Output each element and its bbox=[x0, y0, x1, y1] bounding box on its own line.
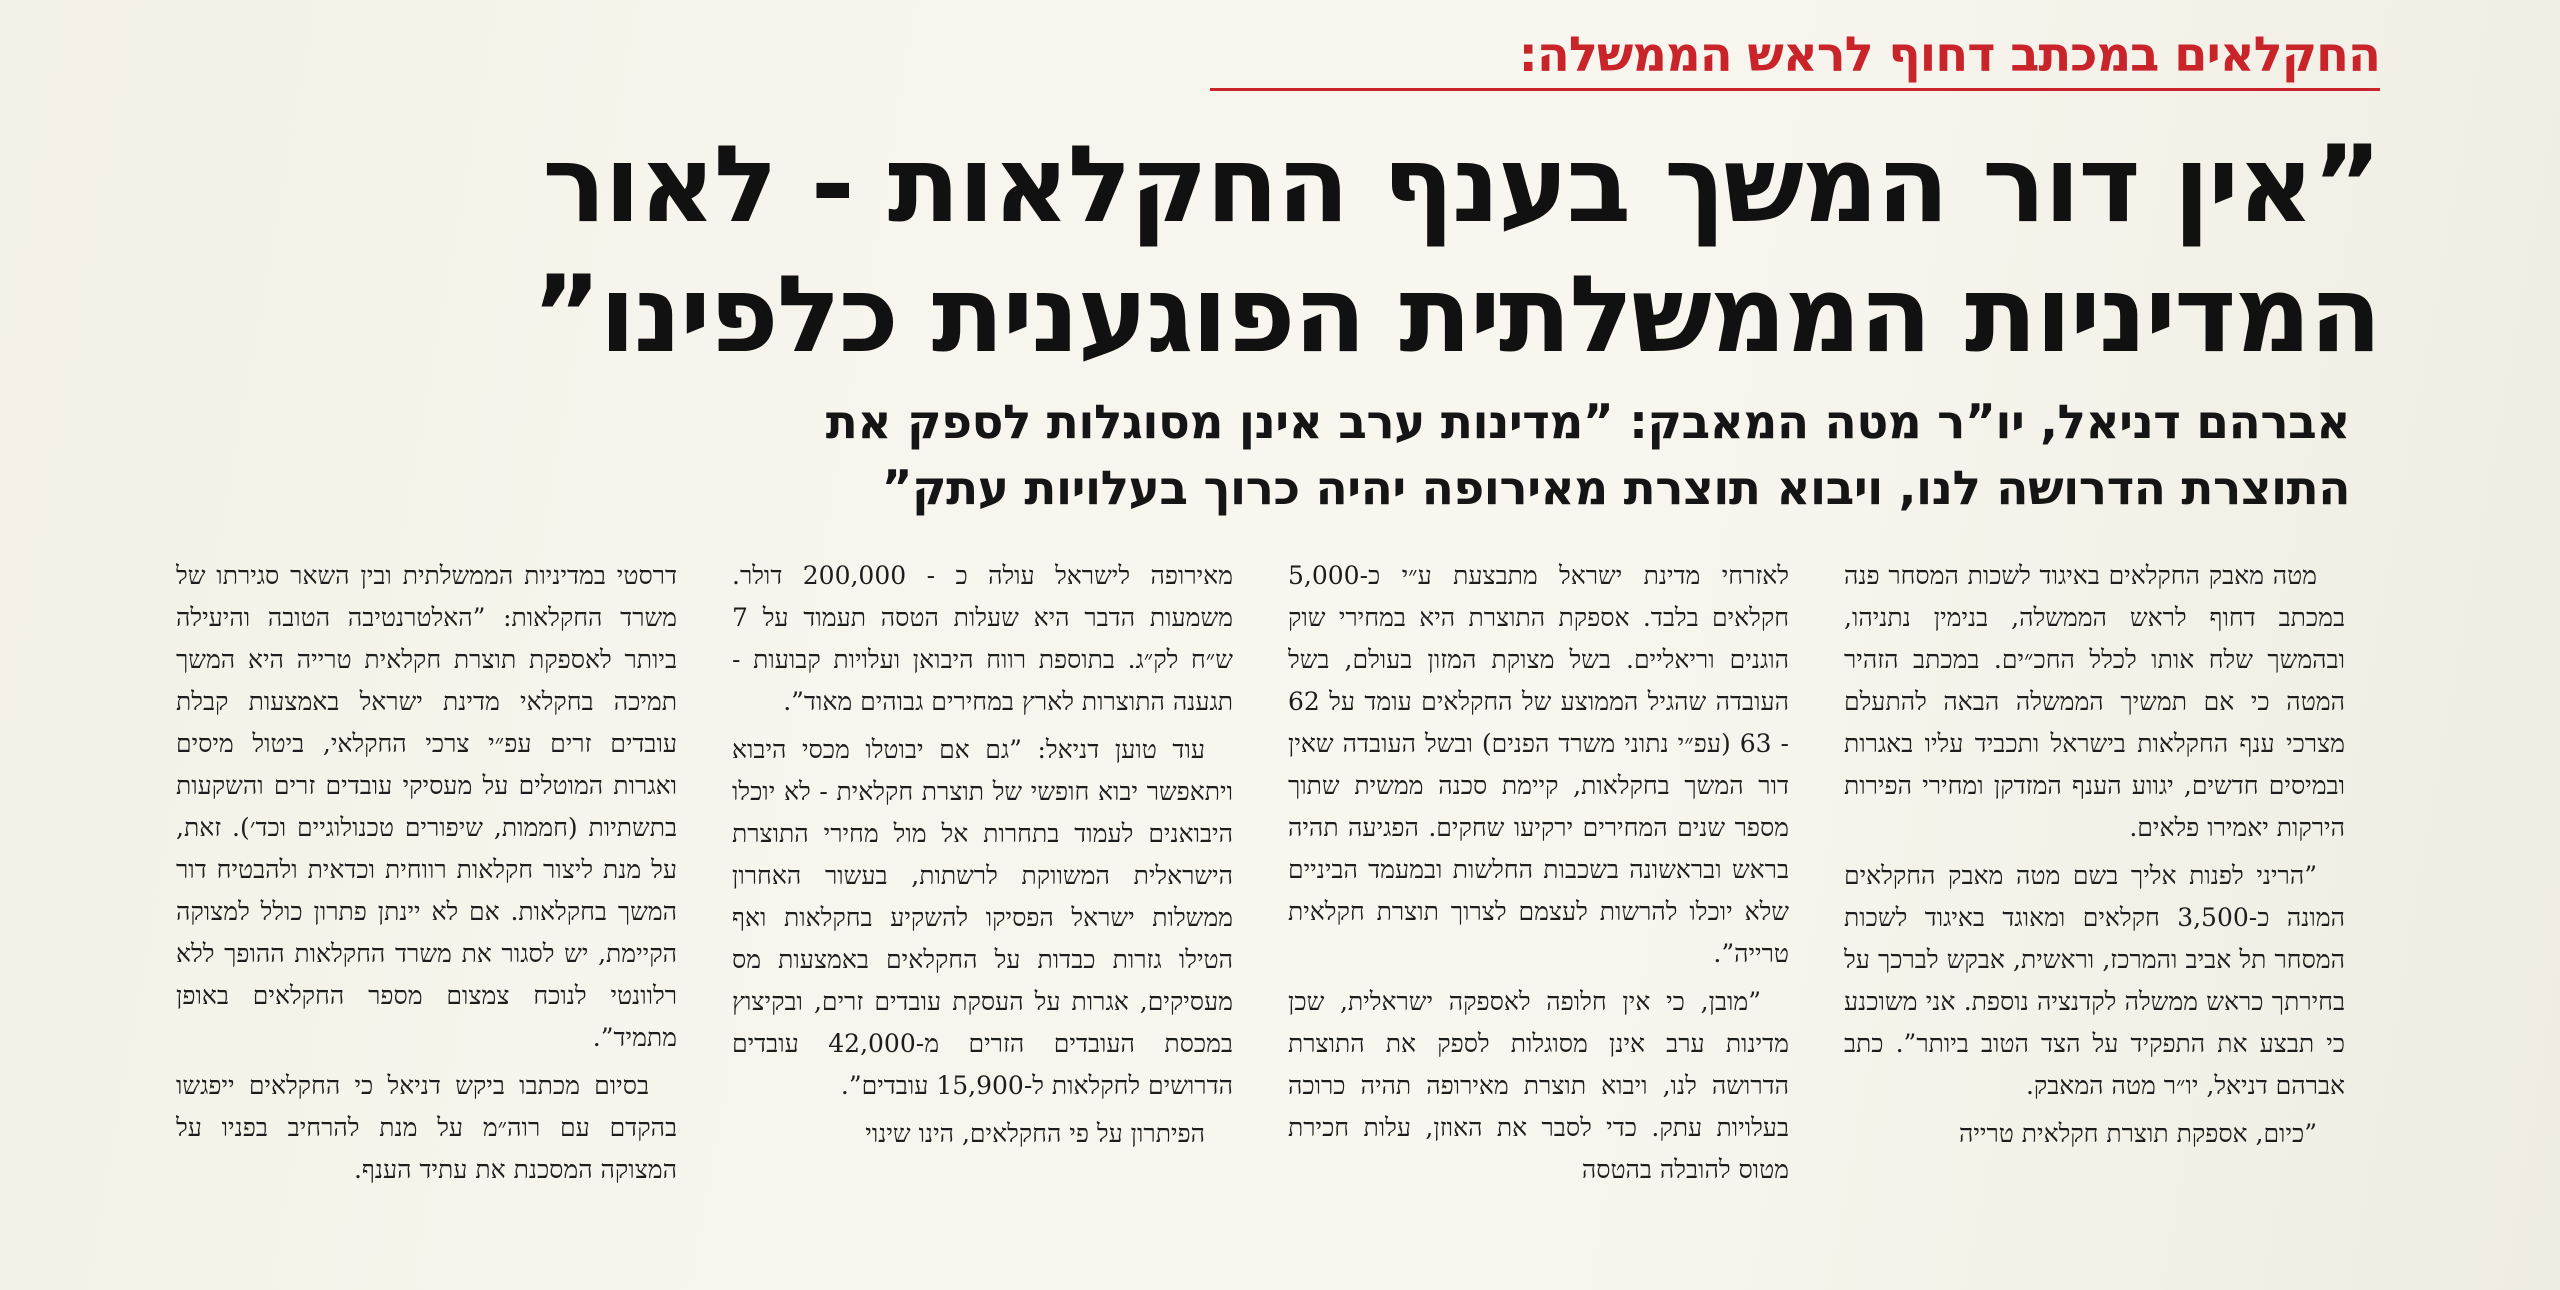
kicker: החקלאים במכתב דחוף לראש הממשלה: bbox=[1518, 27, 2380, 83]
paragraph: לאזרחי מדינת ישראל מתבצעת ע״י כ-5,000 חקלאים בלבד. אספקת התוצרת היא במחירי שוק הוגנים וריאליים. בשל מצוקת המזון בעולם, בשל העובדה שהגיל הממוצע של החקלאים עומד על 62 - 63 (עפ״י נתוני משרד הפנים) ובשל העובדה שאין דור המשך בחקלאות, קיימת סכנה ממשית שתוך מספר שנים המחירים ירקיעו שחקים. הפגיעה תהיה בראש ובראשונה בשכבות החלשות ובמעמד הביניים שלא יוכלו להרשות לעצמם לצרוך תוצרת חקלאית טרייה”. bbox=[1288, 561, 1789, 968]
subheadline-line-2: התוצרת הדרושה לנו, ויבוא תוצרת מאירופה יהיה כרוך בעלויות עתק” bbox=[881, 461, 2350, 516]
column-2 bbox=[1288, 555, 1789, 1235]
headline-line-1: ”אין דור המשך בענף החקלאות - לאור bbox=[542, 123, 2380, 246]
column-4 bbox=[176, 555, 677, 1235]
paragraph: דרסטי במדיניות הממשלתית ובין השאר סגירתו של משרד החקלאות: ”האלטרנטיבה הטובה והיעילה ביותר לאספקת תוצרת חקלאית טרייה היא המשך תמיכה בחקלאי מדינת ישראל באמצעות קבלת עובדים זרים עפ״י צרכי החקלאי, ביטול מיסים ואגרות המוטלים על מעסיקי עובדים זרים והשקעות בתשתיות (חממות, שיפורים טכנולוגיים וכד׳). זאת, על מנת ליצור חקלאות רווחית וכדאית ולהבטיח דור המשך בחקלאות. אם לא יינתן פתרון כולל למצוקה הקיימת, יש לסגור את משרד החקלאות ההופך ללא רלוונטי לנוכח צמצום מספר החקלאים באופן מתמיד”. bbox=[176, 561, 677, 1052]
column-1 bbox=[1844, 555, 2345, 1235]
paragraph: ”הריני לפנות אליך בשם מטה מאבק החקלאים המונה כ-3,500 חקלאים ומאוגד באיגוד לשכות המסחר תל אביב והמרכז, וראשית, אבקש לברכך על בחירתך כראש ממשלה לקדנציה נוספת. אני משוכנע כי תבצע את התפקיד על הצד הטוב ביותר”. כתב אברהם דניאל, יו״ר מטה המאבק. bbox=[1844, 861, 2345, 1100]
column-3 bbox=[732, 555, 1233, 1235]
paragraph: הפיתרון על פי החקלאים, הינו שינוי bbox=[865, 1119, 1205, 1148]
paragraph: מטה מאבק החקלאים באיגוד לשכות המסחר פנה במכתב דחוף לראש הממשלה, בנימין נתניהו, ובהמשך שלח אותו לכלל החכ״ים. במכתב הזהיר המטה כי אם תמשיך הממשלה הבאה להתעלם מצרכי ענף החקלאות בישראל ותכביד עליו באגרות ובמיסים חדשים, יגווע הענף המזדקן ומחירי הפירות הירקות יאמירו פלאים. bbox=[1844, 561, 2345, 842]
paragraph: עוד טוען דניאל: ”גם אם יבוטלו מכסי היבוא ויתאפשר יבוא חופשי של תוצרת חקלאית - לא יוכלו היבואנים לעמוד בתחרות אל מול מחירי התוצרת הישראלית המשווקת לרשתות, בעשור האחרון ממשלות ישראל הפסיקו להשקיע בחקלאות ואף הטילו גזרות כבדות על החקלאים באמצעות מס מעסיקים, אגרות על העסקת עובדים זרים, ובקיצוץ במכסת העובדים הזרים מ-42,000 עובדים הדרושים לחקלאות ל-15,900 עובדים”. bbox=[732, 735, 1233, 1100]
paragraph: בסיום מכתבו ביקש דניאל כי החקלאים ייפגשו בהקדם עם רוה״מ על מנת להרחיב בפניו על המצוקה המסכנת את עתיד הענף. bbox=[176, 1071, 677, 1184]
paragraph: ”כיום, אספקת תוצרת חקלאית טרייה bbox=[1958, 1119, 2317, 1148]
headline bbox=[170, 120, 2380, 380]
paragraph: ”מובן, כי אין חלופה לאספקה ישראלית, שכן מדינות ערב אינן מסוגלות לספק את התוצרת הדרושה לנו, ויבוא תוצרת מאירופה תהיה כרוכה בעלויות עתק. כדי לסבר את האוזן, עלות חכירת מטוס להובלה בהטסה bbox=[1288, 987, 1789, 1184]
subheadline-line-1: אברהם דניאל, יו”ר מטה המאבק: ”מדינות ערב אינן מסוגלות לספק את bbox=[825, 395, 2350, 450]
paragraph: מאירופה לישראל עולה כ - 200,000 דולר. משמעות הדבר היא שעלות הטסה תעמוד על 7 ש״ח לק״ג. בתוספת רווח היבואן ועלויות קבועות - תגענה התוצרות לארץ במחירים גבוהים מאוד”. bbox=[732, 561, 1233, 716]
subheadline bbox=[700, 390, 2350, 522]
kicker-rule bbox=[1210, 88, 2380, 91]
headline-line-2: המדיניות הממשלתית הפוגענית כלפינו” bbox=[531, 253, 2380, 376]
article-body bbox=[175, 555, 2345, 1235]
